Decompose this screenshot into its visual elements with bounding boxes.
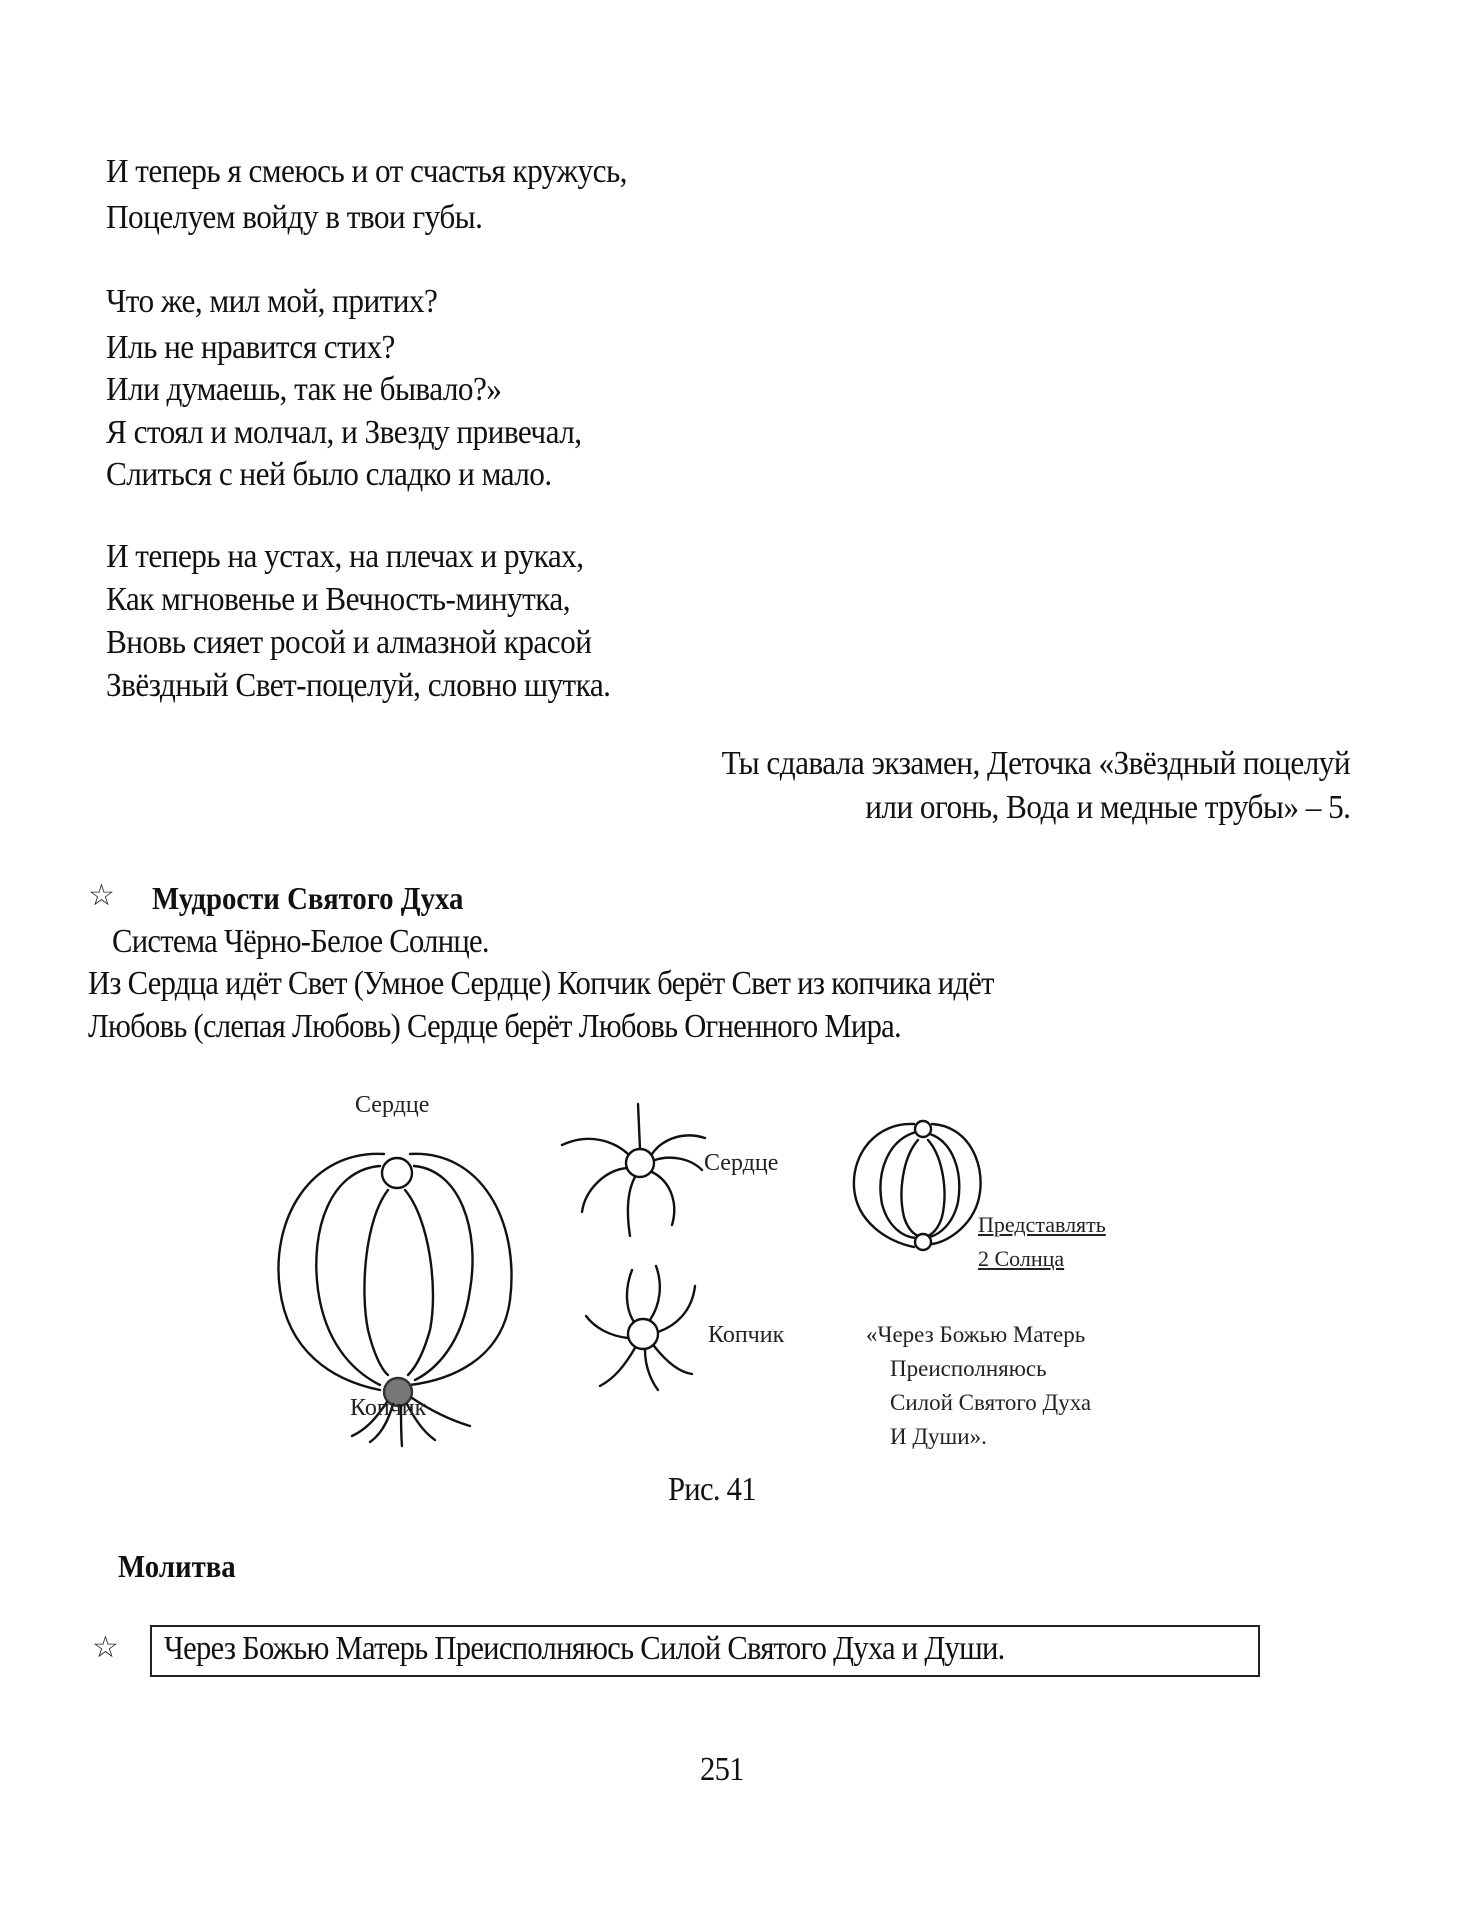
bottom-sun xyxy=(915,1234,931,1250)
ray xyxy=(600,1348,635,1386)
ray xyxy=(638,1104,640,1149)
ray xyxy=(650,1266,660,1320)
exam-note-line: Ты сдавала экзамен, Деточка «Звёздный поцелуй xyxy=(721,745,1350,782)
ray xyxy=(562,1139,628,1154)
poem-line: Поцелуем войду в твои губы. xyxy=(106,199,483,236)
figure-caption: Рис. 41 xyxy=(668,1471,756,1508)
heart-radial-diagram xyxy=(560,1090,720,1240)
section-subtitle: Система Чёрно-Белое Солнце. xyxy=(112,923,489,960)
star-icon: ☆ xyxy=(88,878,115,913)
ray xyxy=(652,1172,674,1225)
figure-quote-line: И Души». xyxy=(890,1424,987,1449)
figure-quote-line: «Через Божью Матерь xyxy=(866,1322,1086,1347)
poem-line: И теперь я смеюсь и от счастья кружусь, xyxy=(106,153,627,190)
coccyx-radial-diagram xyxy=(570,1260,720,1400)
middle-left-arc xyxy=(316,1166,380,1385)
inner-right-arc xyxy=(928,1140,944,1236)
poem-line: Вновь сияет росой и алмазной красой xyxy=(106,624,592,661)
label-coccyx-side: Копчик xyxy=(708,1322,785,1348)
ray xyxy=(582,1168,627,1212)
poem-line: Слиться с ней было сладко и мало. xyxy=(106,456,552,493)
poem-line: Или думаешь, так не бывало?» xyxy=(106,371,502,408)
outer-left-arc xyxy=(278,1154,384,1390)
ray xyxy=(586,1316,628,1338)
page-number: 251 xyxy=(700,1751,744,1788)
inner-left-arc xyxy=(902,1140,918,1236)
poem-line: Как мгновенье и Вечность-минутка, xyxy=(106,581,570,618)
label-heart-top: Сердце xyxy=(355,1092,430,1118)
ray xyxy=(658,1286,695,1332)
label-coccyx-bottom: Копчик xyxy=(350,1395,427,1421)
label-imagine: Представлять xyxy=(978,1212,1106,1237)
middle-left-arc xyxy=(880,1132,916,1238)
prayer-heading: Молитва xyxy=(118,1548,236,1584)
top-sun xyxy=(915,1121,931,1137)
poem-line: Что же, мил мой, притих? xyxy=(106,283,438,320)
inner-left-arc xyxy=(364,1190,388,1375)
ray xyxy=(628,1177,635,1236)
ray xyxy=(627,1270,634,1322)
inner-right-arc xyxy=(405,1190,433,1375)
poem-line: Я стоял и молчал, и Звезду привечал, xyxy=(106,414,582,451)
star-icon: ☆ xyxy=(92,1630,119,1665)
outer-right-arc xyxy=(410,1154,512,1385)
ray xyxy=(645,1350,658,1390)
section-text-line: Из Сердца идёт Свет (Умное Сердце) Копчик берёт Свет из копчика идёт xyxy=(88,965,994,1002)
section-text-line: Любовь (слепая Любовь) Сердце берёт Любовь Огненного Мира. xyxy=(88,1008,901,1045)
heart-center xyxy=(626,1149,654,1177)
ray xyxy=(655,1158,702,1170)
label-heart-side: Сердце xyxy=(704,1150,779,1176)
exam-note-line: или огонь, Вода и медные трубы» – 5. xyxy=(864,789,1350,826)
poem-line: Иль не нравится стих? xyxy=(106,329,395,366)
section-title: Мудрости Святого Духа xyxy=(152,880,464,916)
label-two-suns: 2 Солнца xyxy=(978,1246,1065,1271)
ray xyxy=(654,1346,692,1374)
figure-quote-line: Силой Святого Духа xyxy=(890,1390,1092,1415)
prayer-box xyxy=(150,1625,1260,1677)
coccyx-center xyxy=(628,1319,658,1349)
heart-coccyx-sphere-diagram xyxy=(270,1130,570,1420)
poem-line: И теперь на устах, на плечах и руках, xyxy=(106,538,584,575)
heart-node xyxy=(382,1158,412,1188)
figure-quote-line: Преисполняюсь xyxy=(890,1356,1047,1381)
prayer-text: Через Божью Матерь Преисполняюсь Силой Святого Духа и Души. xyxy=(164,1630,1005,1667)
two-suns-diagram xyxy=(848,1112,988,1252)
ray xyxy=(652,1135,705,1154)
middle-right-arc xyxy=(414,1166,473,1380)
outer-left-arc xyxy=(854,1124,914,1247)
poem-line: Звёздный Свет-поцелуй, словно шутка. xyxy=(106,667,611,704)
